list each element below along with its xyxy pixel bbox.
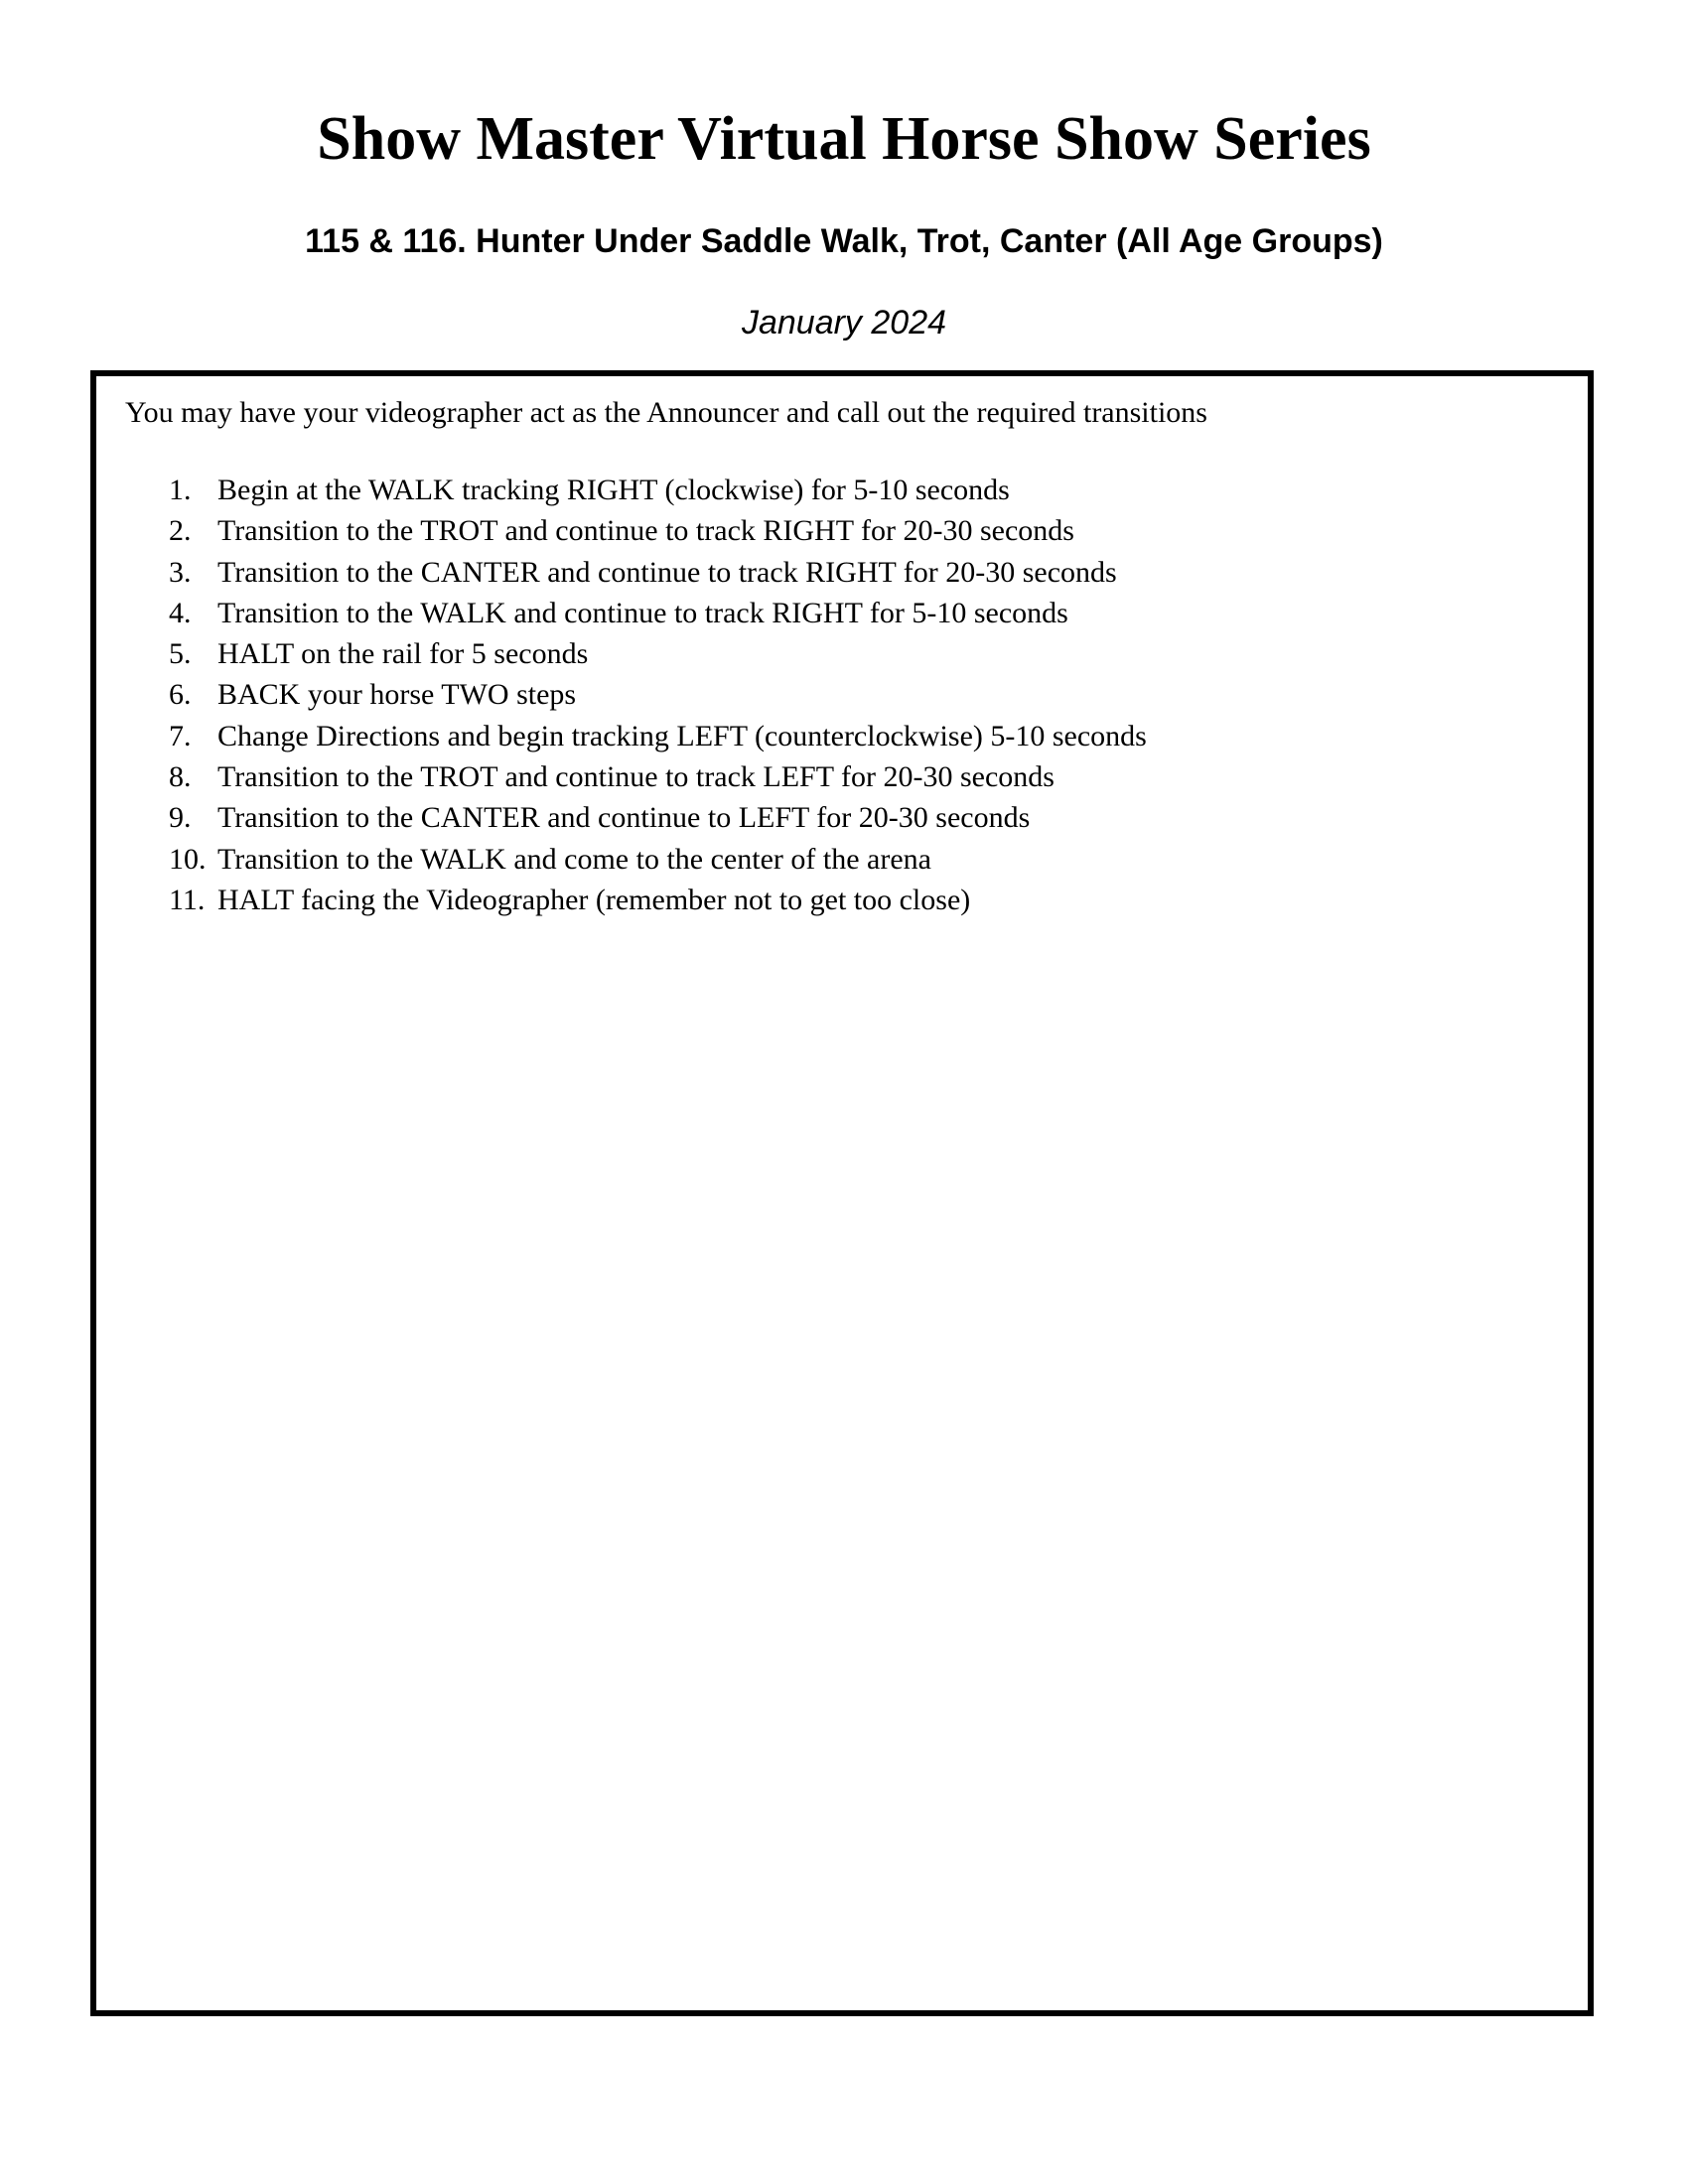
step-number: 8. [169,760,192,794]
step-number: 2. [169,514,192,548]
step-number: 10. [169,842,207,876]
step-number: 6. [169,678,192,712]
step-text: Transition to the TROT and continue to track LEFT for 20-30 seconds [217,760,1055,794]
class-subtitle: 115 & 116. Hunter Under Saddle Walk, Trot, Canter (All Age Groups) [305,222,1383,260]
step-number: 11. [169,883,206,916]
instructions-box [90,370,1594,2016]
step-text: HALT on the rail for 5 seconds [217,637,589,671]
step-number: 1. [169,474,192,506]
step-number: 3. [169,555,192,589]
step-number: 5. [169,637,192,671]
step-text: Change Directions and begin tracking LEFT (counterclockwise) 5-10 seconds [217,719,1147,752]
step-text: Transition to the WALK and come to the center of the arena [217,842,931,876]
step-number: 9. [169,801,192,835]
page-title: Show Master Virtual Horse Show Series [317,105,1371,173]
step-text: Transition to the WALK and continue to track RIGHT for 5-10 seconds [217,596,1068,629]
step-number: 7. [169,719,192,752]
date-line: January 2024 [741,304,947,341]
step-text: Transition to the TROT and continue to track RIGHT for 20-30 seconds [217,514,1074,548]
step-text: HALT facing the Videographer (remember not to get too close) [217,883,971,916]
intro-text: You may have your videographer act as the Announcer and call out the required transitions [125,396,1207,429]
step-text: Transition to the CANTER and continue to track RIGHT for 20-30 seconds [217,555,1117,589]
step-number: 4. [169,596,192,629]
step-text: BACK your horse TWO steps [217,678,577,712]
step-text: Transition to the CANTER and continue to LEFT for 20-30 seconds [217,801,1031,835]
step-text: Begin at the WALK tracking RIGHT (clockwise) for 5-10 seconds [217,474,1010,506]
